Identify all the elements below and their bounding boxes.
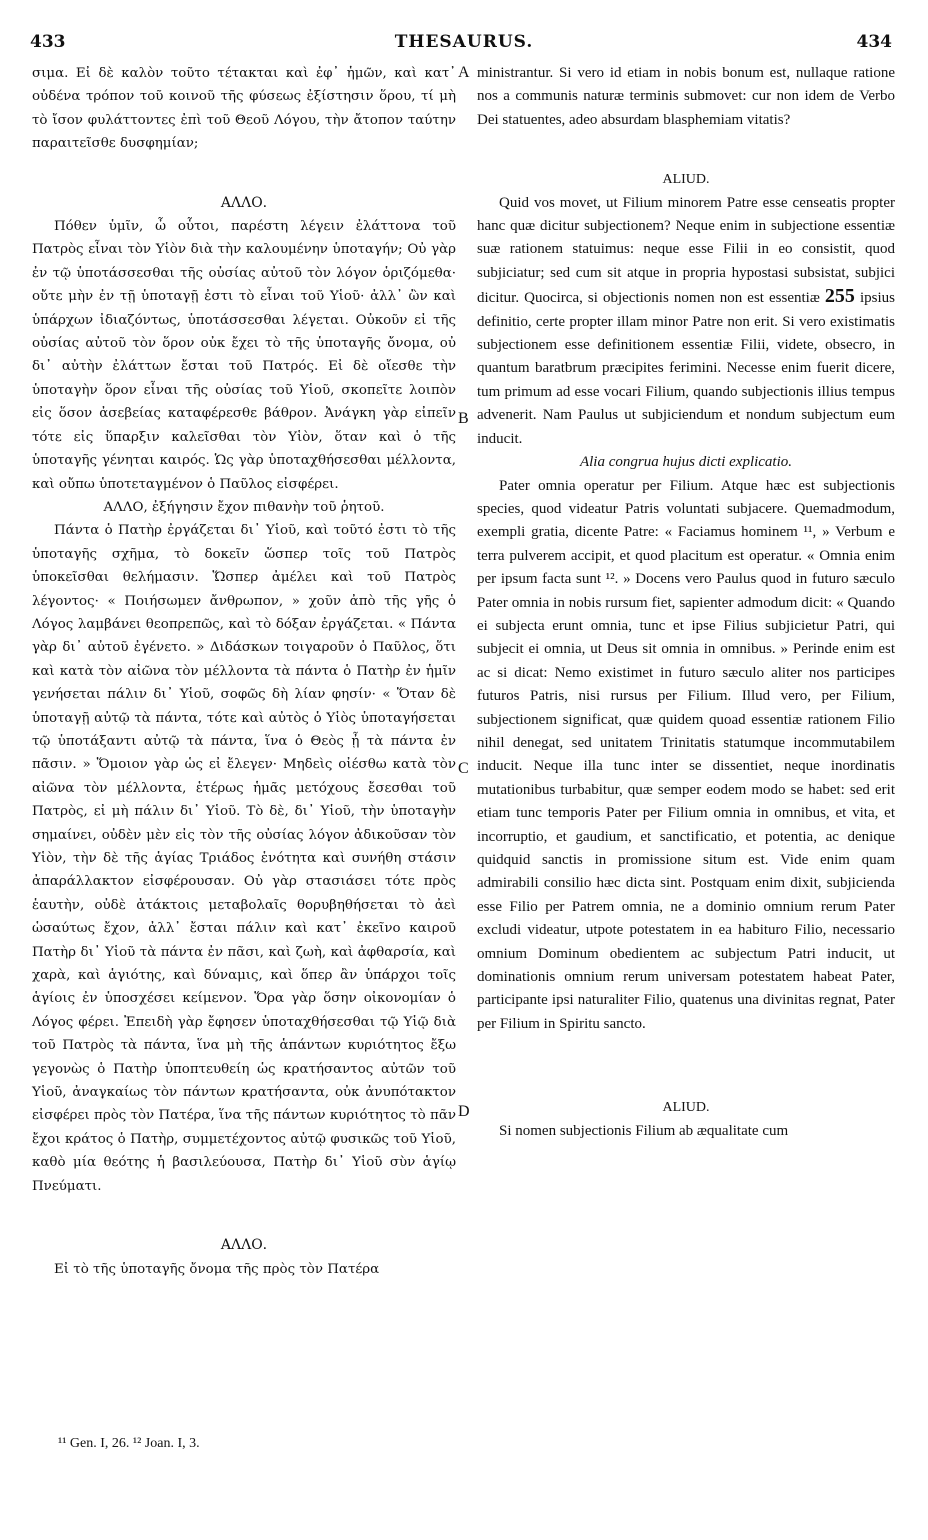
latin-paragraph-1-part-2: ipsius definitio, certe propter illam minor Patre non erit. Si vero existimatis subjectionem esse definitionem essentiæ Filii, videte, obsecro, in quantum baratbrum præcipites ferimini. Necesse enim fuerit dicere, tum primum ad esse vocari Filium, quando subjectionis illius tempus advenerit. Nam Paulus ut subjiciendum et nondum subjectum eum inducit. <box>477 290 895 447</box>
latin-heading-2: Alia congrua hujus dicti explicatio. <box>579 454 793 471</box>
margin-marker-a: A <box>458 64 470 81</box>
greek-paragraph-1: Πόθεν ὑμῖν, ὦ οὗτοι, παρέστη λέγειν ἐλάττονα τοῦ Πατρὸς εἶναι τὸν Υἱὸν διὰ τὴν καλουμένην ὑποταγήν; Οὐ γὰρ ἐν τῷ ὑποτάσσεσθαι τῆς οὐσίας αὐτοῦ τὸν λόγον ὁριζόμεθα· οὔτε μὴν ἐν τῇ ὑποταγῇ ἐστι τὸ εἶναι τοῦ Υἱοῦ· ἀλλ᾽ ὢν καὶ ὑπάρχων ἰδιαζόντως, ὑποτάσσεσθαι λέγεται. Οὐκοῦν εἰ τῆς οὐσίας αὐτοῦ τὸν ὅρον οὐκ ἔχει τὸ τῆς ὑποταγῆς ὄνομα, οὐ δι᾽ αὐτὴν ἐλάττων ἔσται τοῦ Πατρός. Εἰ δὲ οἴεσθε τὴν ὑποταγὴν ὅρον εἶναι τῆς οὐσίας τοῦ Υἱοῦ, σκοπεῖτε λοιπὸν εἰς ὅσον ἀσεβείας καταφέρεσθε βάθρον. Ἀνάγκη γὰρ εἰπεῖν τότε εἰς ὕπαρξιν καλεῖσθαι τὸν Υἱὸν, ὅταν καὶ ὁ τῆς ὑποταγῆς γένηται καιρός. Ὡς γὰρ ὑποταχθήσεσθαι μέλλοντα, καὶ οὔπω ὑποτεταγμένον ὁ Παῦλος εἰσφέρει. <box>32 219 456 492</box>
greek-column <box>32 62 456 1281</box>
latin-paragraph-1-part-1: Quid vos movet, ut Filium minorem Patre esse censeatis propter hanc quæ dicitur subjectionem? Neque enim in subjectione essentiæ suæ rationem statuimus: neque esse Filii in eo consistit, quod subjiciatur; sed cum sit atque in propria hypostasi subsistat, subjici dicitur. Quocirca, si objectionis nomen non est essentiæ <box>477 194 895 307</box>
latin-heading-3: ALIUD. <box>662 1100 710 1116</box>
latin-column <box>477 62 895 1143</box>
page-number-right: 434 <box>856 32 892 52</box>
greek-paragraph-2: Πάντα ὁ Πατὴρ ἐργάζεται δι᾽ Υἱοῦ, καὶ τοῦτό ἐστι τὸ τῆς ὑποταγῆς σχῆμα, τὸ δοκεῖν ὥσπερ τοῖς τοῦ Πατρὸς ὑποκεῖσθαι θελήμασιν. Ὥσπερ ἀμέλει καὶ τοῦ Πατρὸς λέγοντος· « Ποιήσωμεν ἄνθρωπον, » χοῦν ἀπὸ τῆς γῆς ὁ Λόγος λαμβάνει θεοπρεπῶς, καὶ τὸ δόξαν ἐργάζεται. « Πάντα γὰρ δι᾽ αὐτοῦ ἐγένετο. » Διδάσκων τοιγαροῦν ὁ Παῦλος, ὅτι καὶ κατὰ τὸν αἰῶνα τὸν μέλλοντα τὰ πάντα ὁ Πατὴρ ἐν ἡμῖν γενήσεται πάλιν δι᾽ Υἱοῦ, σοφῶς δὴ λίαν φησίν· « Ὅταν δὲ ὑποταγῇ αὐτῷ τὰ πάντα, τότε καὶ αὐτὸς ὁ Υἱὸς ὑποταγήσεται τῷ ὑποτάξαντι αὐτῷ τὰ πάντα, ἵνα ὁ Θεὸς ᾖ τὰ πάντα ἐν πᾶσιν. » Ὅμοιον γὰρ ὡς εἰ ἔλεγεν· Μηδεὶς οἰέσθω κατὰ τὸν αἰῶνα τὸν μέλλοντα, ἑτέρως ἡμᾶς μετόχους ἔσεσθαι τοῦ Πατρὸς, εἰ μὴ πάλιν δι᾽ Υἱοῦ. Τὸ δὲ, δι᾽ Υἱοῦ, τὴν ὑποταγὴν σημαίνει, οὐδὲν μὲν εἰς τὸν τῆς οὐσίας λόγον ἀδικοῦσαν τὸν Υἱὸν, τὴν δὲ τῆς ἁγίας Τριάδος ἑνότητα καὶ συνήθη στάσιν ἀπαράλλακτον εἰσφέρουσαν. Οὐ γὰρ στασιάσει τότε πρὸς ἑαυτὴν, οὐδὲ ἀτάκτοις μεταβολαῖς θορυβηθήσεται τὸ ἀεὶ ὡσαύτως ἔχον, ἀλλ᾽ ἔσται πάλιν καὶ κατ᾽ ἐκεῖνο καιροῦ Πατὴρ δι᾽ Υἱοῦ τὰ πάντα ἐν πᾶσι, καὶ ζωὴ, καὶ ἀφθαρσία, καὶ χαρὰ, καὶ ἁγιότης, καὶ δύναμις, καὶ ὅπερ ἂν ὑπάρχοι τοῖς ἁγίοις ἐν ὑποσχέσει κείμενον. Ὅρα γὰρ ὅσην οἰκονομίαν ὁ Λόγος φέρει. Ἐπειδὴ γὰρ ἔφησεν ὑποταχθήσεσθαι τῷ Υἱῷ διὰ τοῦ Πατρὸς τὰ πάντα, ἵνα μὴ τῆς ἁπάντων κυριότητος ἔξω γεγονὼς ὁ Πατὴρ ὑποπτευθείη ὡς κρατήσαντος αὐτῶν τοῦ Υἱοῦ, ἀναγκαίως τὸν πάντων κρατήσαντα, οὐκ ἀνυπότακτον εἰσφέρει πρὸς τὸν Πατέρα, ἵνα τῆς πάντων κυριότητος τὸ πᾶν ἔχοι κράτος ὁ Πατὴρ, συμμετέχοντος αὐτῷ φυσικῶς τοῦ Υἱοῦ, καθὸ μία θεότης ἡ βασιλεύουσα, Πατὴρ δι᾽ Υἱοῦ σὺν ἁγίῳ Πνεύματι. <box>32 523 456 1194</box>
running-title: THESAURUS. <box>394 32 534 52</box>
latin-paragraph-3: Si nomen subjectionis Filium ab æqualitate cum <box>499 1122 789 1139</box>
greek-heading-1: ΑΛΛΟ. <box>220 194 268 211</box>
footnotes: ¹¹ Gen. I, 26. ¹² Joan. I, 3. <box>58 1436 200 1451</box>
greek-heading-2: ΑΛΛΟ, ἐξήγησιν ἔχον πιθανὴν τοῦ ῥητοῦ. <box>103 499 385 515</box>
page-header <box>0 32 928 56</box>
greek-paragraph-3: Εἰ τὸ τῆς ὑποταγῆς ὄνομα τῆς πρὸς τὸν Πατέρα <box>54 1261 380 1277</box>
margin-marker-d: D <box>458 1103 470 1120</box>
latin-intro-paragraph: ministrantur. Si vero id etiam in nobis bonum est, nullaque ratione nos a communis naturæ terminis submovet: cur non idem de Verbo Dei statuentes, adeo absurdam blasphemiam vitatis? <box>477 65 895 128</box>
greek-intro-paragraph: σιμα. Εἰ δὲ καλὸν τοῦτο τέτακται καὶ ἐφ᾽ ἡμῶν, καὶ κατ᾽ οὐδένα τρόπον τοῦ κοινοῦ τῆς φύσεως ἐξίστησιν ὅρου, τί μὴ τὸ ἴσον φυλάττοντες ἐπὶ τοῦ Θεοῦ Λόγου, τὴν ἄτοπον ταύτην παραιτεῖσθε δυσφημίαν; <box>32 66 456 152</box>
margin-marker-b: B <box>458 410 469 427</box>
column-page-number: 255 <box>824 285 855 308</box>
latin-paragraph-2: Pater omnia operatur per Filium. Atque hæc est subjectionis species, quod videatur Patris voluntati subjacere. Quemadmodum, exempli gratia, dicente Patre: « Faciamus hominem ¹¹, » Verbum e terra pulverem accipit, et quod placitum est operatur. « Omnia enim per ipsum facta sunt ¹². » Docens vero Paulus quod in futuro sæculo Pater omnia in nobis rursum fiet, sapienter admodum dicit: « Quando ei subjecta erunt omnia, tunc et ipse Filius subjicietur Patri, qui subjecit ei omnia, ut Deus sit omnia in omnibus. » Perinde enim est ac si dicat: Nemo existimet in futuro sæculo aliter nos participes futuros Patris, nisi rursus per Filium. Illud vero, per Filium, subjectionem significat, quæ quidem quoad essentiæ rationem Filio nihil denegat, sed unitatem Trinitatis statumque incommutabilem inducit. Neque illa tunc inter se dissentiet, neque inordinatis mutationibus turbabitur, quæ semper eodem modo se habet: sed erit etiam tunc temporis Pater per Filium omnia in omnibus, et vita, et incorruptio, et gaudium, et sanctificatio, et potentia, ac denique quidquid sanctis in promissione situm est. Vide enim quam admirabili consilio hæc dicta sint. Postquam enim dixit, subjicienda esse Filio per Patrem omnia, ne a dominio omnium rerum Pater excludi videatur, utpote potestatem in ea habituro Filio, necessario omnium Dominum obedientem ac subjectum Patri inducit, ut dominationis omnium rerum universam potestatem habeat Pater, participante ipsi naturaliter Filio, quatenus una divinitas regnat, Pater per Filium in Spiritu sancto. <box>477 477 895 1032</box>
margin-marker-c: C <box>458 760 469 777</box>
page-number-left: 433 <box>30 32 66 52</box>
latin-paragraph-1 <box>477 192 895 451</box>
latin-heading-1: ALIUD. <box>662 172 710 188</box>
greek-heading-3: ΑΛΛΟ. <box>220 1237 268 1254</box>
